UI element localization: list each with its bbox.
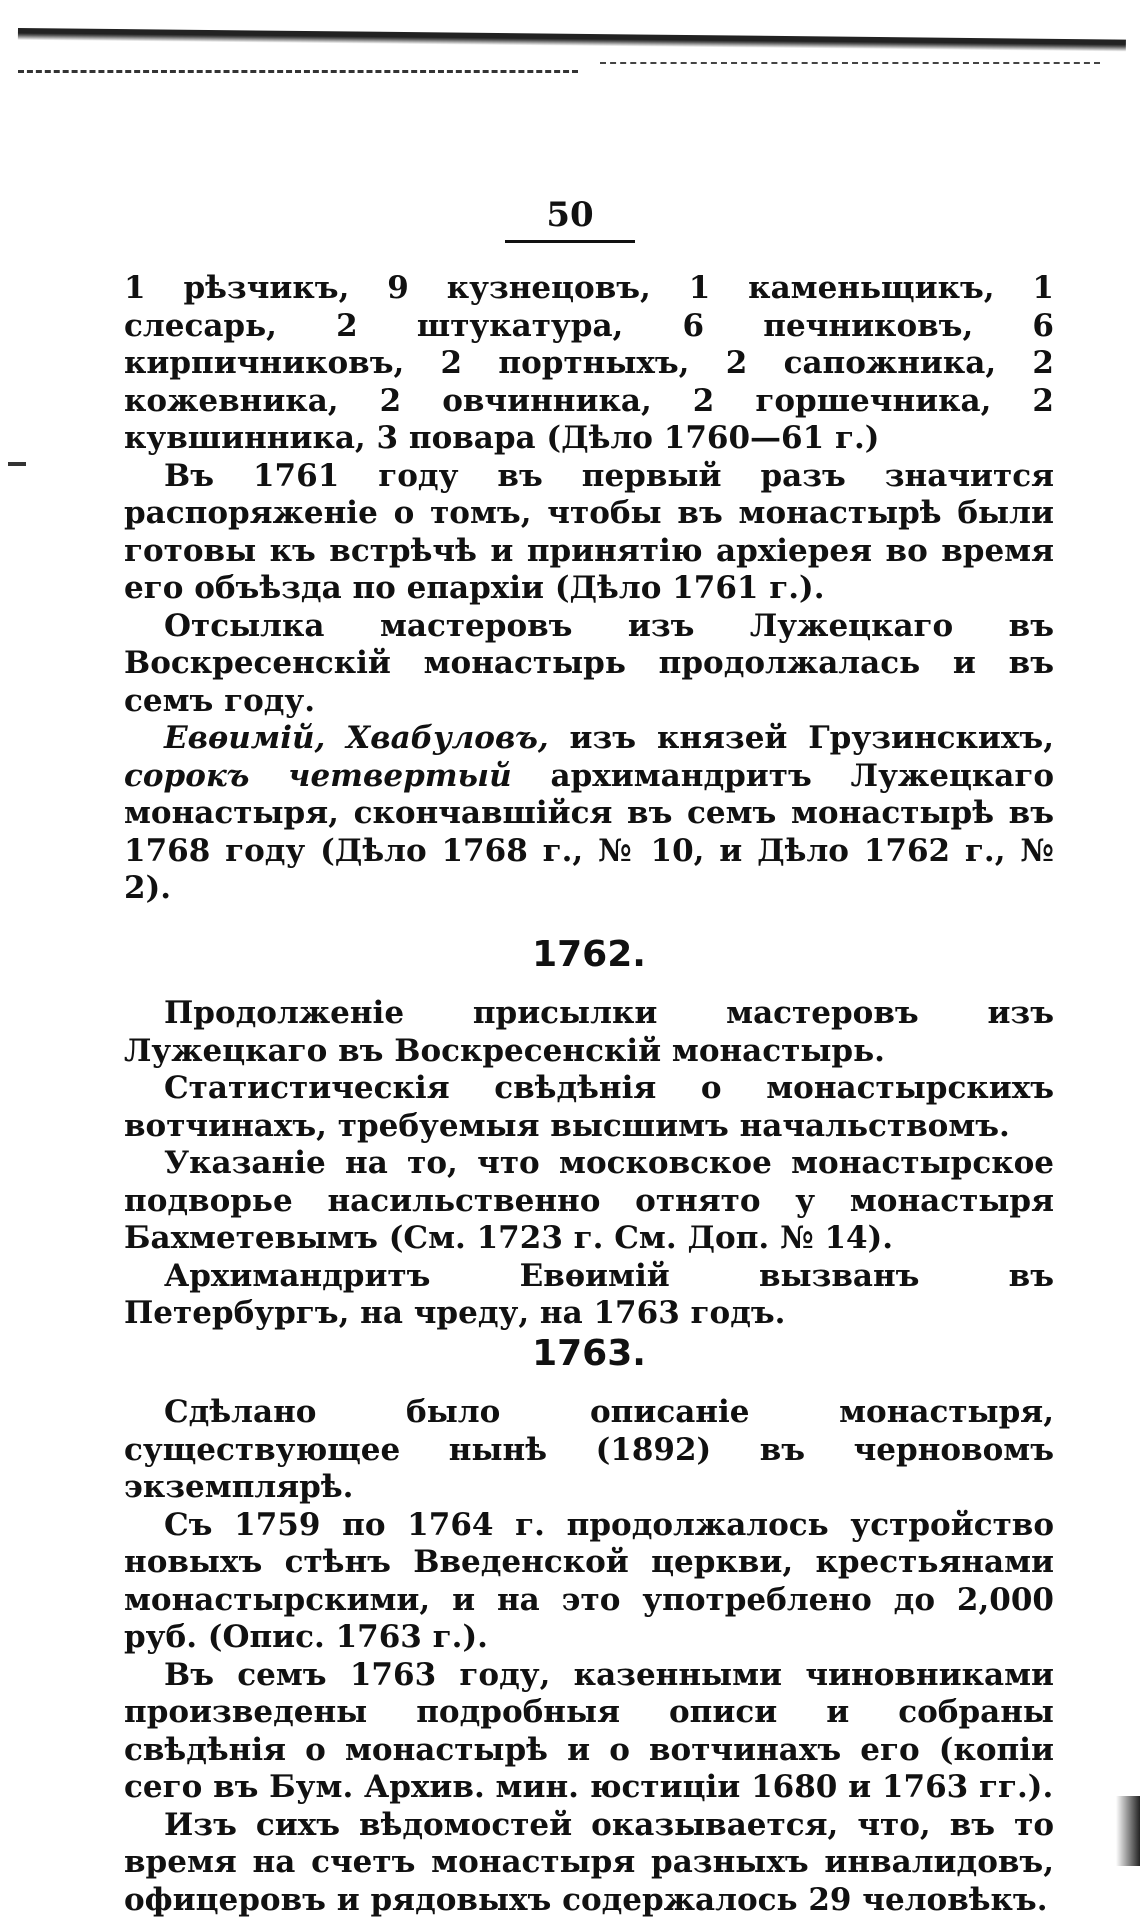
- archimandrite-details: архимандритъ Лужецкаго монастыря, скончавшійся въ семъ монастырѣ въ 1768 году (Дѣло 1768 г., № 10, и Дѣло 1762 г., № 2).: [124, 758, 1054, 907]
- paragraph-church-walls: Съ 1759 по 1764 г. продолжалось устройство новыхъ стѣнъ Введенской церкви, крестьянами монастырскими, и на это употреблено до 2,000 руб. (Опис. 1763 г.).: [124, 1507, 1054, 1657]
- archimandrite-ordinal: сорокъ четвертый: [124, 758, 512, 794]
- paragraph-invalids: Изъ сихъ вѣдомостей оказывается, что, въ то время на счетъ монастыря разныхъ инвалидовъ, офицеровъ и рядовыхъ содержалось 29 человѣкъ.: [124, 1807, 1054, 1919]
- paragraph-petersburg-summons: Архимандритъ Евѳимій вызванъ въ Петербургъ, на чреду, на 1763 годъ.: [124, 1258, 1054, 1333]
- page-number: 50: [500, 195, 640, 235]
- paragraph-statistics: Статистическія свѣдѣнія о монастырскихъ вотчинахъ, требуемыя высшимъ начальствомъ.: [124, 1070, 1054, 1145]
- paragraph-masters-continued: Продолженіе присылки мастеровъ изъ Лужецкаго въ Воскресенскій монастырь.: [124, 995, 1054, 1070]
- paragraph-inventories: Въ семъ 1763 году, казенными чиновниками произведены подробныя описи и собраны свѣдѣнія о монастырѣ и о вотчинахъ его (копіи сего въ Бум. Архив. мин. юстиціи 1680 и 1763 гг.).: [124, 1657, 1054, 1807]
- paragraph-bishop-visit: Въ 1761 году въ первый разъ значится распоряженіе о томъ, чтобы въ монастырѣ были готовы къ встрѣчѣ и принятію архіерея во время его объѣзда по епархіи (Дѣло 1761 г.).: [124, 458, 1054, 608]
- page-number-underline: [505, 240, 635, 243]
- paragraph-craftsmen-list: 1 рѣзчикъ, 9 кузнецовъ, 1 каменьщикъ, 1 слесарь, 2 штукатура, 6 печниковъ, 6 кирпичниковъ, 2 портныхъ, 2 сапожника, 2 кожевника, 2 овчинника, 2 горшечника, 2 кувшинника, 3 повара (Дѣло 1760—61 г.): [124, 270, 1054, 458]
- margin-mark: [8, 462, 26, 466]
- archimandrite-origin: изъ князей Грузинскихъ,: [549, 720, 1054, 756]
- scan-corner-mark: [1116, 1796, 1140, 1866]
- page-body: [124, 270, 1054, 1919]
- heading-year-1763: 1763.: [124, 1335, 1054, 1373]
- top-border-rule: [18, 28, 1126, 52]
- paragraph-moscow-podvorye: Указаніе на то, что московское монастырское подворье насильственно отнято у монастыря Бахметевымъ (См. 1723 г. См. Доп. № 14).: [124, 1145, 1054, 1258]
- paragraph-archimandrite: [124, 720, 1054, 908]
- paragraph-masters-dispatch: Отсылка мастеровъ изъ Лужецкаго въ Воскресенскій монастырь продолжалась и въ семъ году.: [124, 608, 1054, 721]
- paragraph-description: Сдѣлано было описаніе монастыря, существующее нынѣ (1892) въ черновомъ экземплярѣ.: [124, 1394, 1054, 1507]
- top-dashed-rule-right: [600, 62, 1100, 64]
- heading-year-1762: 1762.: [124, 936, 1054, 974]
- archimandrite-name: Евѳимій, Хвабуловъ,: [164, 720, 549, 756]
- top-dashed-rule-left: [18, 70, 578, 73]
